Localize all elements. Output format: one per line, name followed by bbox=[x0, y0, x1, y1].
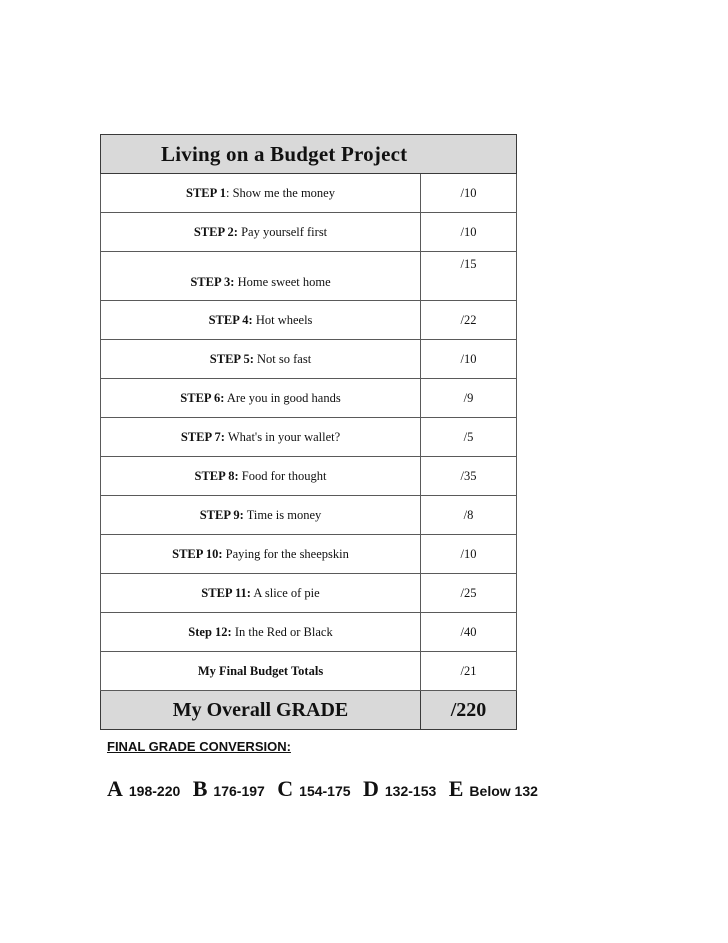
final-totals-label: My Final Budget Totals bbox=[101, 652, 421, 691]
step-cell bbox=[101, 535, 421, 574]
step-label: STEP 10: bbox=[172, 546, 223, 561]
step-description: Home sweet home bbox=[234, 275, 331, 289]
final-totals-points: /21 bbox=[421, 652, 517, 691]
step-cell bbox=[101, 574, 421, 613]
points-cell: /22 bbox=[421, 301, 517, 340]
points-cell: /10 bbox=[421, 340, 517, 379]
grade-letter: D bbox=[363, 776, 379, 801]
step-cell bbox=[101, 252, 421, 301]
points-cell: /5 bbox=[421, 418, 517, 457]
points-cell: /25 bbox=[421, 574, 517, 613]
table-row bbox=[101, 535, 517, 574]
step-cell bbox=[101, 213, 421, 252]
step-description: What's in your wallet? bbox=[224, 429, 341, 444]
step-description: In the Red or Black bbox=[231, 624, 333, 639]
grade-letter: A bbox=[107, 776, 123, 801]
step-label: STEP 8: bbox=[194, 468, 239, 483]
step-label: Step 12: bbox=[188, 624, 232, 639]
points-cell: /10 bbox=[421, 213, 517, 252]
step-label: STEP 9: bbox=[199, 507, 244, 522]
grade-letter: B bbox=[192, 776, 208, 801]
step-cell bbox=[101, 457, 421, 496]
step-cell bbox=[101, 174, 421, 213]
grade-table bbox=[100, 134, 517, 730]
step-description: Hot wheels bbox=[252, 312, 313, 327]
table-row bbox=[101, 340, 517, 379]
grade-letter: C bbox=[277, 776, 294, 801]
step-separator: : bbox=[225, 185, 230, 200]
step-label: STEP 3: bbox=[190, 275, 235, 289]
table-row bbox=[101, 418, 517, 457]
table-row bbox=[101, 613, 517, 652]
step-description: Are you in good hands bbox=[224, 390, 341, 405]
step-description: Not so fast bbox=[253, 351, 312, 366]
step-cell bbox=[101, 340, 421, 379]
grade-scale bbox=[107, 776, 546, 802]
step-cell bbox=[101, 379, 421, 418]
step-label: STEP 6: bbox=[180, 390, 225, 405]
step-label: STEP 2: bbox=[193, 224, 238, 239]
overall-grade-points: /220 bbox=[421, 691, 517, 730]
points-cell: /10 bbox=[421, 535, 517, 574]
step-description: Time is money bbox=[243, 507, 322, 522]
step-label: STEP 7: bbox=[180, 429, 225, 444]
step-description: Paying for the sheepskin bbox=[222, 546, 349, 561]
step-label: STEP 4: bbox=[208, 312, 253, 327]
points-cell: /40 bbox=[421, 613, 517, 652]
step-description: A slice of pie bbox=[250, 585, 320, 600]
step-label: STEP 11: bbox=[201, 585, 251, 600]
grade-range: 154-175 bbox=[299, 783, 351, 799]
step-cell bbox=[101, 301, 421, 340]
points-cell: /8 bbox=[421, 496, 517, 535]
step-description: Food for thought bbox=[238, 468, 327, 483]
table-row bbox=[101, 174, 517, 213]
title-row bbox=[101, 135, 517, 174]
points-cell: /15 bbox=[421, 252, 517, 301]
step-label: STEP 1 bbox=[186, 185, 226, 200]
step-cell bbox=[101, 418, 421, 457]
conversion-heading: FINAL GRADE CONVERSION: bbox=[107, 739, 291, 754]
step-description: Show me the money bbox=[229, 185, 335, 200]
final-totals-row bbox=[101, 652, 517, 691]
grade-range: 198-220 bbox=[128, 783, 181, 799]
table-title: Living on a Budget Project bbox=[101, 135, 517, 174]
table-row bbox=[101, 379, 517, 418]
step-cell bbox=[101, 613, 421, 652]
table-row bbox=[101, 213, 517, 252]
grade-range: Below 132 bbox=[469, 783, 538, 799]
grade-letter: E bbox=[448, 776, 464, 801]
step-cell bbox=[101, 496, 421, 535]
grade-range: 132-153 bbox=[384, 783, 437, 799]
step-label: STEP 5: bbox=[209, 351, 254, 366]
table-row bbox=[101, 252, 517, 301]
table-row bbox=[101, 457, 517, 496]
overall-grade-label: My Overall GRADE bbox=[101, 691, 421, 730]
points-cell: /35 bbox=[421, 457, 517, 496]
points-cell: /10 bbox=[421, 174, 517, 213]
table-row bbox=[101, 496, 517, 535]
table-row bbox=[101, 301, 517, 340]
points-cell: /9 bbox=[421, 379, 517, 418]
grade-range: 176-197 bbox=[213, 783, 265, 799]
table-row bbox=[101, 574, 517, 613]
step-description: Pay yourself first bbox=[237, 224, 328, 239]
overall-grade-row bbox=[101, 691, 517, 730]
